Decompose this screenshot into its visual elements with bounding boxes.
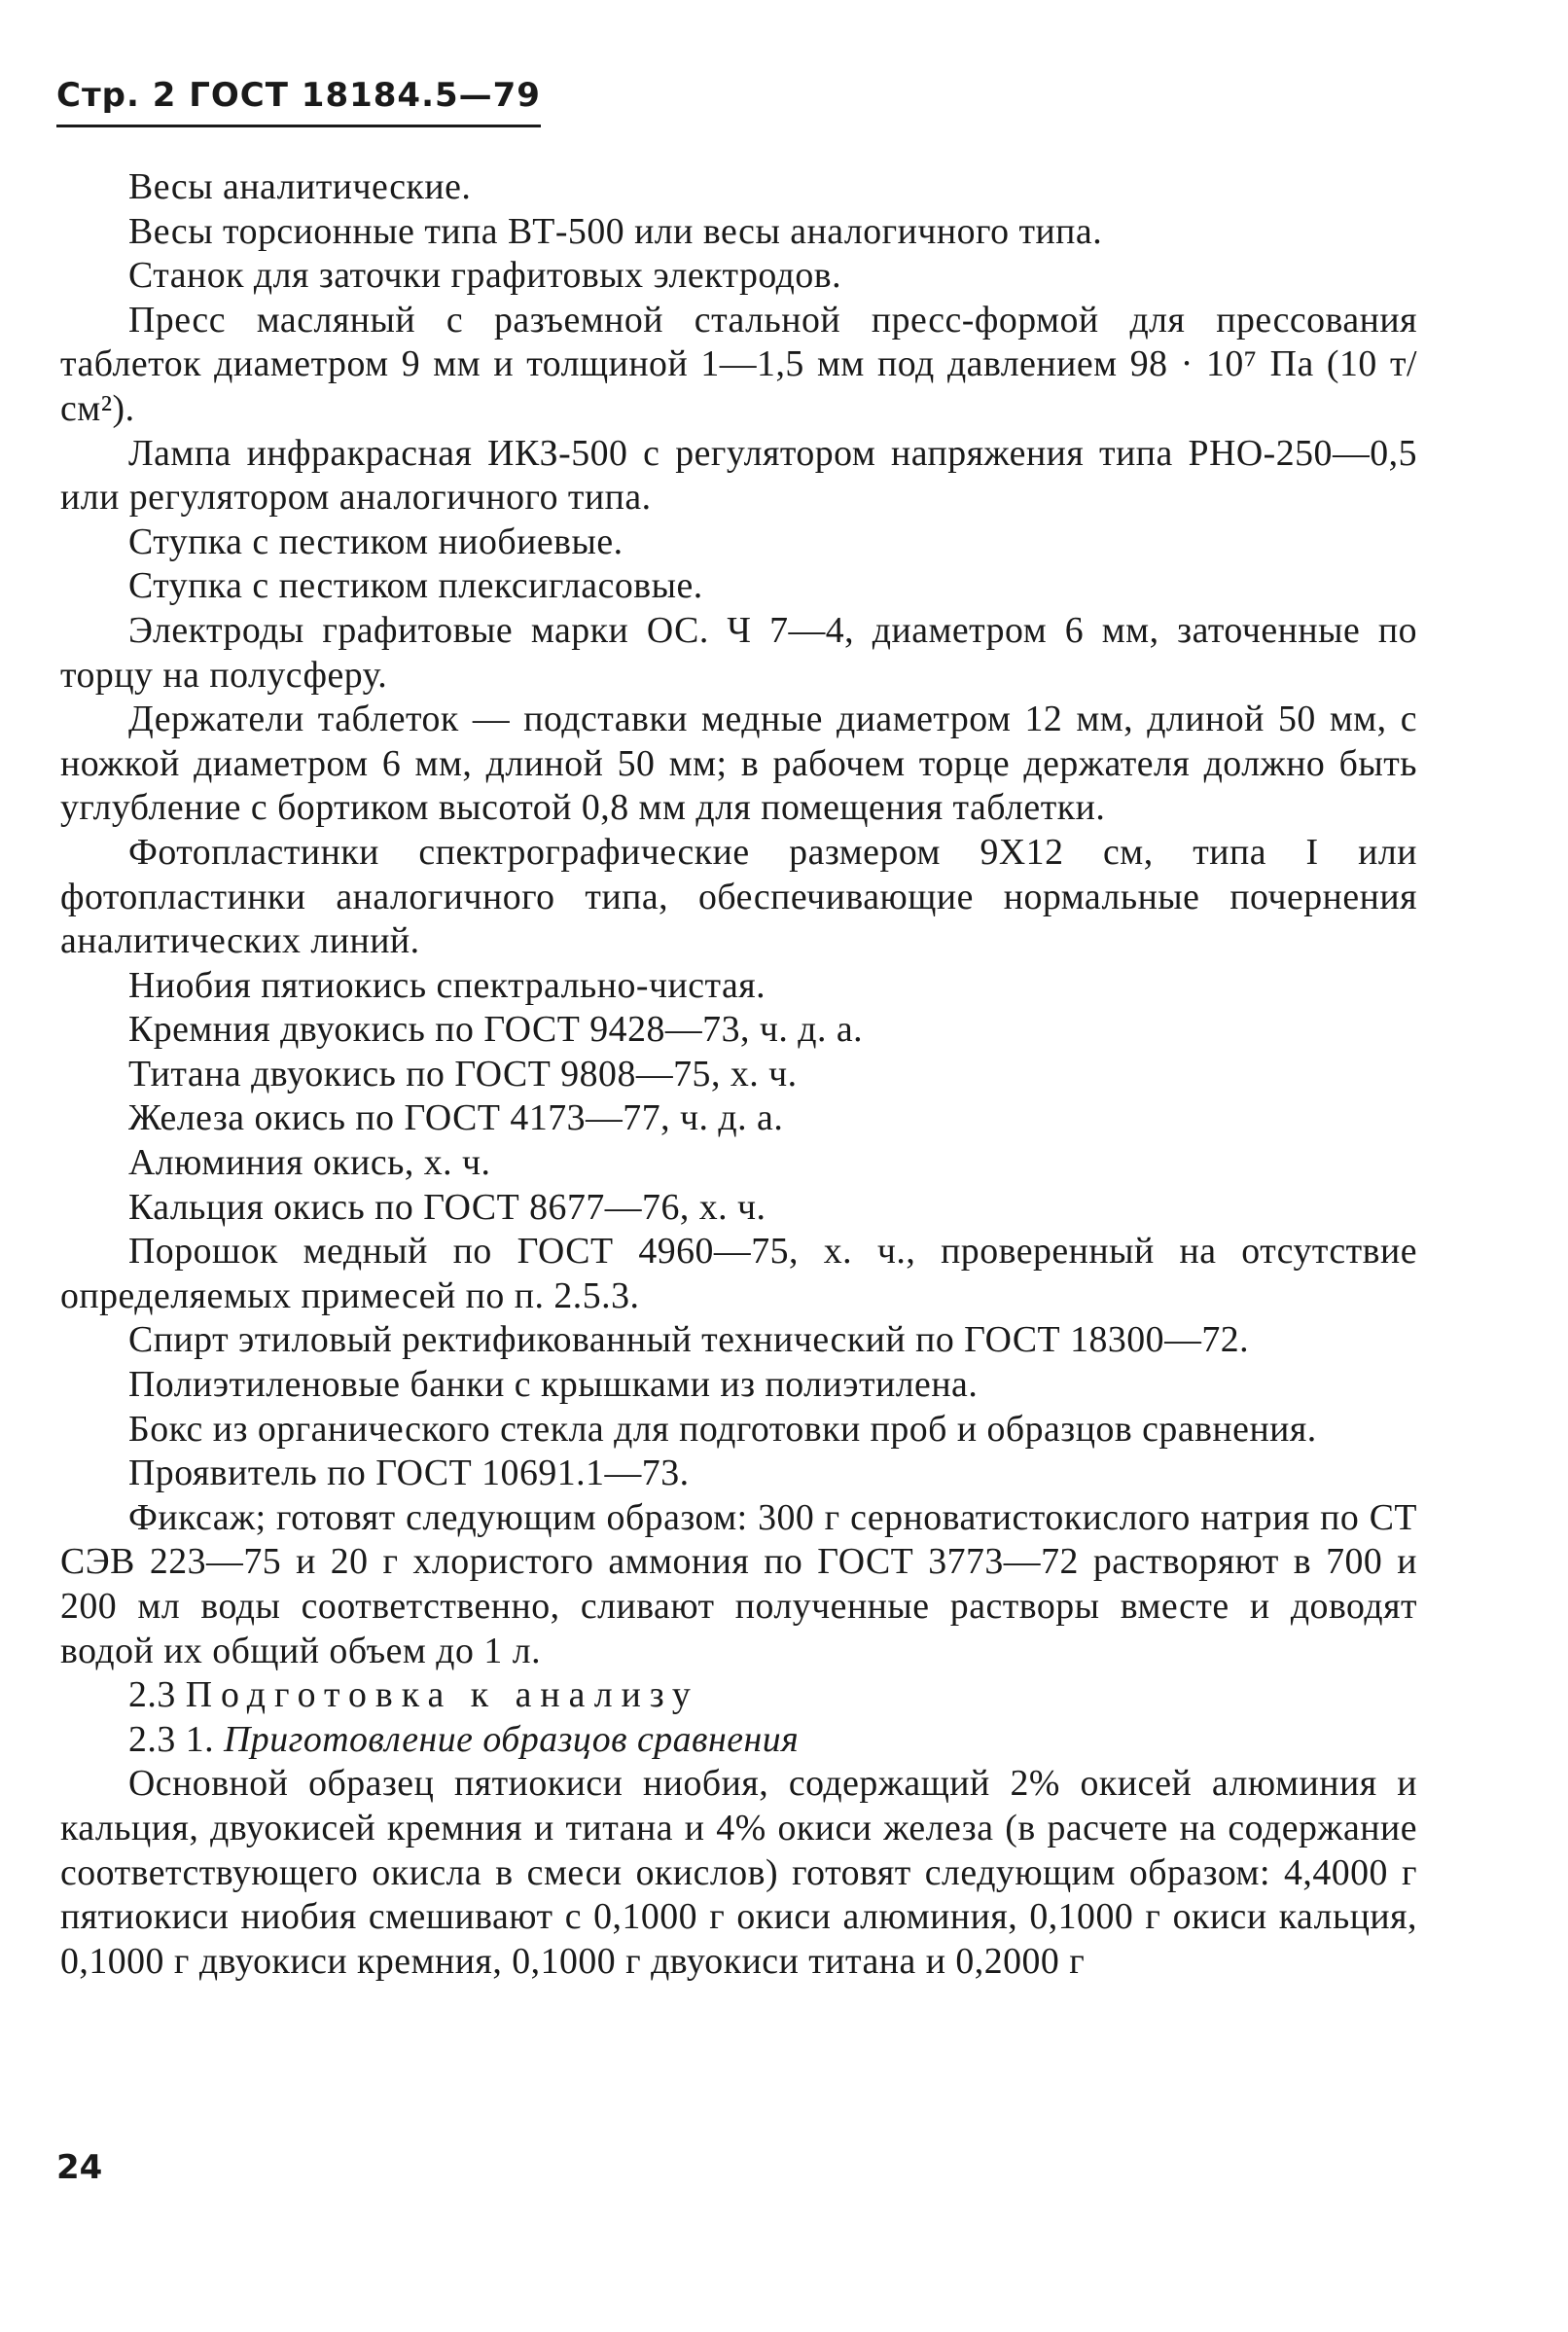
paragraph: Ступка с пестиком ниобиевые. (128, 520, 624, 562)
section-heading (60, 1673, 1417, 1718)
subsection-title: Приготовление образцов сравнения (224, 1718, 800, 1760)
section-number: 2.3 (128, 1674, 176, 1716)
paragraph: Лампа инфракрасная ИКЗ-500 с регулятором напряжения типа РНО-250—0,5 или регулятором аналогичного типа. (60, 432, 1417, 519)
paragraph: Кальция окись по ГОСТ 8677—76, х. ч. (128, 1186, 766, 1228)
page-number: 24 (56, 2148, 103, 2187)
paragraph: Весы аналитические. (128, 166, 472, 207)
paragraph: Полиэтиленовые банки с крышками из полиэтилена. (128, 1364, 979, 1406)
paragraph: Кремния двуокись по ГОСТ 9428—73, ч. д. а. (128, 1009, 864, 1051)
document-body (60, 165, 1417, 1984)
page-header: Стр. 2 ГОСТ 18184.5—79 (56, 76, 541, 127)
paragraph: Фиксаж; готовят следующим образом: 300 г серноватистокислого натрия по СТ СЭВ 223—75 и 20 г хлористого аммония по ГОСТ 3773—72 растворяют в 700 и 200 мл воды соответственно, сливают полученные растворы вместе и доводят водой их общий объем до 1 л. (60, 1496, 1417, 1671)
paragraph: Весы торсионные типа ВТ-500 или весы аналогичного типа. (128, 210, 1103, 252)
paragraph: Титана двуокись по ГОСТ 9808—75, х. ч. (128, 1053, 798, 1094)
subsection-number: 2.3 1. (128, 1718, 215, 1760)
paragraph: Порошок медный по ГОСТ 4960—75, х. ч., проверенный на отсутствие определяемых примесей по п. 2.5.3. (60, 1231, 1417, 1316)
paragraph: Фотопластинки спектрографические размером 9Х12 см, типа I или фотопластинки аналогичного типа, обеспечивающие нормальные почернения аналитических линий. (60, 831, 1417, 962)
paragraph: Ниобия пятиокись спектрально-чистая. (128, 964, 766, 1006)
paragraph: Железа окись по ГОСТ 4173—77, ч. д. а. (128, 1097, 784, 1139)
paragraph: Электроды графитовые марки ОС. Ч 7—4, диаметром 6 мм, заточенные по торцу на полусферу. (60, 609, 1417, 696)
paragraph: Спирт этиловый ректификованный технический по ГОСТ 18300—72. (128, 1319, 1250, 1361)
paragraph: Ступка с пестиком плексигласовые. (128, 565, 703, 607)
paragraph: Основной образец пятиокиси ниобия, содержащий 2% окисей алюминия и кальция, двуокисей кремния и титана и 4% окиси железа (в расчете на содержание соответствующего окисла в смеси окислов) готовят следующим образом: 4,4000 г пятиокиси ниобия смешивают с 0,1000 г окиси алюминия, 0,1000 г окиси кальция, 0,1000 г двуокиси кремния, 0,1000 г двуокиси титана и 0,2000 г (60, 1763, 1417, 1982)
section-title: Подготовка к анализу (185, 1674, 699, 1716)
paragraph: Проявитель по ГОСТ 10691.1—73. (128, 1453, 690, 1494)
paragraph: Бокс из органического стекла для подготовки проб и образцов сравнения. (128, 1408, 1317, 1450)
paragraph: Пресс масляный с разъемной стальной пресс-формой для прессования таблеток диаметром 9 мм и толщиной 1—1,5 мм под давлением 98 · 10⁷ Па (10 т/см²). (60, 299, 1417, 429)
paragraph: Алюминия окись, х. ч. (128, 1142, 491, 1184)
paragraph: Держатели таблеток — подставки медные диаметром 12 мм, длиной 50 мм, с ножкой диаметром 6 мм, длиной 50 мм; в рабочем торце держателя должно быть углубление с бортиком высотой 0,8 мм для помещения таблетки. (60, 699, 1417, 829)
paragraph: Станок для заточки графитовых электродов. (128, 255, 842, 297)
subsection-heading (60, 1718, 1417, 1763)
